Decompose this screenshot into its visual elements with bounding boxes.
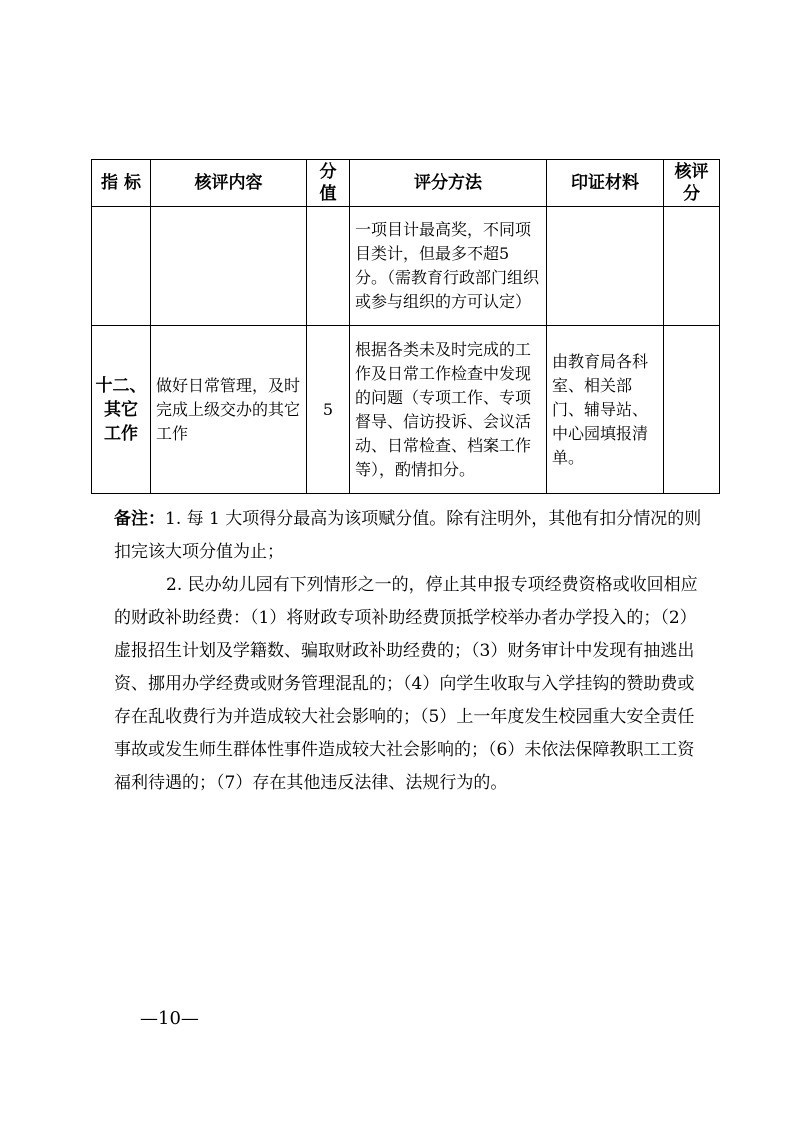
page-number: —10—: [140, 1008, 199, 1029]
header-content: 核评内容: [151, 160, 307, 207]
cell-review: [664, 326, 720, 494]
note-2: 2. 民办幼儿园有下列情形之一的，停止其申报专项经费资格或收回相应的财政补助经费：（1）将财政专项补助经费顶抵学校举办者办学投入的；（2）虚报招生计划及学籍数、骗取财政补助经费的；（3）财务审计中发现有抽逃出资、挪用办学经费或财务管理混乱的；（4）向学生收取与入学挂钩的赞助费或存在乱收费行为并造成较大社会影响的；（5）上一年度发生校园重大安全责任事故或发生师生群体性事件造成较大社会影响的；（6）未依法保障教职工工资福利待遇的；（7）存在其他违反法律、法规行为的。: [114, 575, 698, 793]
evaluation-table: [91, 159, 720, 494]
cell-score: [307, 207, 350, 326]
table-row: [92, 207, 720, 326]
indicator-line: 工作: [104, 423, 138, 444]
header-score-line1: 分: [319, 162, 337, 182]
indicator-line: 十二、: [95, 375, 147, 396]
cell-indicator: [92, 326, 151, 494]
table-header-row: [92, 160, 720, 207]
cell-content: [151, 207, 307, 326]
cell-content: 做好日常管理，及时完成上级交办的其它工作: [151, 326, 307, 494]
header-evidence: 印证材料: [547, 160, 664, 207]
cell-method: 一项目计最高奖，不同项目类计，但最多不超5 分。（需教育行政部门组织或参与组织的方可认定）: [350, 207, 547, 326]
header-review-line1: 核评: [674, 162, 709, 182]
table-row: [92, 326, 720, 494]
cell-indicator: [92, 207, 151, 326]
notes-section: [114, 503, 702, 800]
header-review: [664, 160, 720, 207]
indicator-line: 其它: [104, 399, 138, 420]
cell-method: 根据各类未及时完成的工作及日常工作检查中发现的问题（专项工作、专项督导、信访投诉、会议活动、日常检查、档案工作等），酌情扣分。: [350, 326, 547, 494]
cell-review: [664, 207, 720, 326]
header-review-line2: 分: [683, 184, 700, 204]
header-score-line2: 值: [319, 184, 337, 204]
cell-score: 5: [307, 326, 350, 494]
header-method: 评分方法: [350, 160, 547, 207]
note-1: [114, 503, 702, 569]
cell-evidence: [547, 207, 664, 326]
cell-evidence: 由教育局各科室、相关部门、辅导站、中心园填报清单。: [547, 326, 664, 494]
note-1-text: 1. 每 1 大项得分最高为该项赋分值。除有注明外，其他有扣分情况的则扣完该大项分值为止；: [114, 509, 702, 562]
notes-label: 备注：: [114, 509, 165, 529]
header-score: [307, 160, 350, 207]
header-indicator: 指 标: [92, 160, 151, 207]
